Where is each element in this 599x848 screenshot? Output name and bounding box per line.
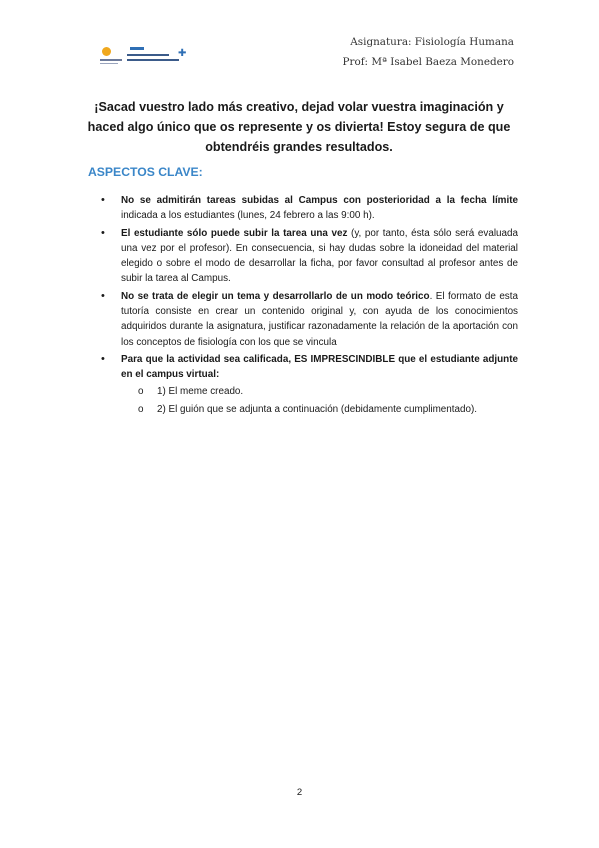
sub-item-1-text: 1) El meme creado. (157, 385, 244, 397)
university-logo-icon: ✚ (100, 46, 186, 66)
intro-line-2: haced algo único que os represente y os divierta! Estoy segura de que (87, 120, 511, 134)
bullet-1-bold: No se admitirán tareas subidas al Campus con posterioridad a la fecha límite (121, 195, 518, 206)
sub-bullet-marker: o (138, 385, 144, 397)
list-item (100, 226, 518, 287)
sublist-item (121, 384, 518, 399)
header-subject: Asignatura: Fisiología Humana (350, 36, 514, 48)
bullet-3-bold: No se trata de elegir un tema y desarrollarlo de un modo teórico (121, 290, 430, 302)
attachments-sublist (121, 384, 518, 418)
bullet-marker: • (101, 289, 105, 302)
key-aspects-list (100, 193, 518, 420)
list-item (100, 193, 518, 224)
bullet-2-bold: El estudiante sólo puede subir la tarea una vez (121, 227, 348, 239)
intro-line-1: ¡Sacad vuestro lado más creativo, dejad volar vuestra imaginación y (94, 100, 504, 114)
bullet-3-text: . El formato de esta tutoría consiste en crear un contenido original y, con ayuda de los conocimientos adquiridos durante la asignatura, justificar razonadamente la relación de la aportación con los conceptos de fisiología con los que se vincula (121, 290, 518, 348)
intro-paragraph (80, 97, 518, 157)
bullet-marker: • (101, 194, 105, 206)
sublist-item (121, 402, 518, 417)
list-item (100, 352, 518, 417)
sub-bullet-marker: o (138, 403, 144, 415)
bullet-marker: • (101, 352, 105, 365)
bullet-2-text: (y, por tanto, ésta sólo será evaluada una vez por el profesor). En consecuencia, si hay dudas sobre la idoneidad del material elegido o sobre el modo de desarrollar la ficha, por favor consultad al profesor antes de subir la tarea al Campus. (121, 227, 518, 285)
bullet-4-bold: Para que la actividad sea calificada, ES IMPRESCINDIBLE que el estudiante adjunte en el campus virtual: (121, 353, 518, 381)
intro-line-3: obtendréis grandes resultados. (205, 140, 393, 154)
sub-item-2-text: 2) El guión que se adjunta a continuación (debidamente cumplimentado). (157, 403, 478, 415)
page-number: 2 (296, 787, 303, 798)
section-title: ASPECTOS CLAVE: (88, 165, 203, 179)
list-item (100, 289, 518, 350)
header-professor: Prof: Mª Isabel Baeza Monedero (342, 56, 514, 68)
bullet-marker: • (101, 226, 105, 239)
bullet-1-text: indicada a los estudiantes (lunes, 24 febrero a las 9:00 h). (121, 210, 375, 222)
